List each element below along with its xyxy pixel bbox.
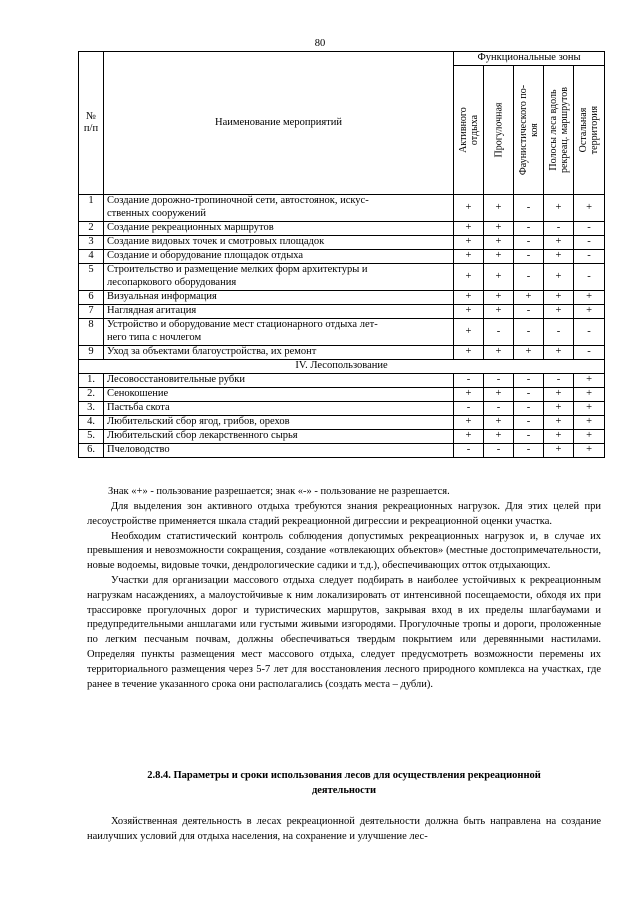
zone-mark: + xyxy=(544,236,574,250)
zone-mark: + xyxy=(454,264,484,291)
section-title: IV. Лесопользование xyxy=(79,360,605,374)
zone-mark: + xyxy=(454,305,484,319)
table-row xyxy=(79,416,605,430)
zone-mark: - xyxy=(484,402,514,416)
zone-mark: + xyxy=(454,195,484,222)
row-name: Создание видовых точек и смотровых площадок xyxy=(104,236,454,250)
zone-mark: + xyxy=(454,388,484,402)
zone-mark: + xyxy=(484,195,514,222)
zone-mark: - xyxy=(514,195,544,222)
zone-mark: + xyxy=(484,291,514,305)
zone-mark: + xyxy=(574,430,605,444)
row-number: 2 xyxy=(79,222,104,236)
paragraph: Участки для организации массового отдыха следует подбирать в наиболее устойчивых к рекреационным нагрузкам насаждениях, а малоустойчивые к ним локализировать от интенсивной посещаемости, обходя их при трассировке прогулочных дорог и туристических маршрутов, закрывая вход в их пределы шлагбаумами и предупредительными аншлагами или густыми живыми изгородями. Прогулочные тропы и дороги, проложенные по легким песчаным почвам, должны обеспечиваться твердым покрытием или деревянными настилами. Определяя пункты размещения мест массового отдыха, следует предусмотреть возможности перемены их территориального размещения через 5-7 лет для восстановления лесного природного комплекса на участках, где ранее в течение указанного срока они располагались (создать места – дубли). xyxy=(87,574,601,690)
row-number: 1. xyxy=(79,374,104,388)
zone-mark: + xyxy=(484,250,514,264)
zone-mark: + xyxy=(544,416,574,430)
zone-mark: + xyxy=(454,222,484,236)
zone-mark: - xyxy=(484,444,514,458)
zone-mark: + xyxy=(544,305,574,319)
zone-mark: - xyxy=(514,264,544,291)
table-row xyxy=(79,388,605,402)
zone-mark: - xyxy=(514,388,544,402)
zone-mark: + xyxy=(574,195,605,222)
table-row xyxy=(79,264,605,291)
zone-mark: + xyxy=(484,346,514,360)
table-row xyxy=(79,319,605,346)
zone-mark: + xyxy=(574,416,605,430)
zone-mark: + xyxy=(544,346,574,360)
row-number: 3. xyxy=(79,402,104,416)
row-number: 8 xyxy=(79,319,104,346)
zone-mark: - xyxy=(514,444,544,458)
zone-mark: - xyxy=(514,222,544,236)
zone-mark: - xyxy=(514,430,544,444)
row-number: 1 xyxy=(79,195,104,222)
zone-mark: - xyxy=(514,416,544,430)
zone-header: Прогулочная xyxy=(484,66,514,195)
table-row xyxy=(79,291,605,305)
zone-mark: + xyxy=(544,388,574,402)
table-row xyxy=(79,430,605,444)
table-row xyxy=(79,402,605,416)
table-row xyxy=(79,250,605,264)
zone-mark: - xyxy=(514,319,544,346)
measures-table xyxy=(78,51,605,458)
zone-mark: - xyxy=(514,236,544,250)
zone-mark: + xyxy=(484,236,514,250)
zone-mark: + xyxy=(454,416,484,430)
zone-header: Остальная территория xyxy=(574,66,605,195)
table-row xyxy=(79,305,605,319)
zone-mark: + xyxy=(484,388,514,402)
row-number: 5 xyxy=(79,264,104,291)
paragraph: Хозяйственная деятельность в лесах рекреационной деятельности должна быть направлена на создание наилучших условий для отдыха населения, на сохранение и улучшение лес- xyxy=(87,816,601,842)
zone-mark: + xyxy=(484,416,514,430)
row-name: Визуальная информация xyxy=(104,291,454,305)
zone-mark: + xyxy=(544,195,574,222)
row-name: Создание и оборудование площадок отдыха xyxy=(104,250,454,264)
col-num-header: № п/п xyxy=(79,52,104,195)
final-text xyxy=(87,815,601,845)
row-name: Сенокошение xyxy=(104,388,454,402)
zone-mark: + xyxy=(574,305,605,319)
zone-mark: + xyxy=(574,402,605,416)
zone-mark: + xyxy=(454,430,484,444)
zone-mark: + xyxy=(484,305,514,319)
row-name: Наглядная агитация xyxy=(104,305,454,319)
zone-mark: + xyxy=(514,291,544,305)
zone-mark: - xyxy=(514,402,544,416)
row-number: 6. xyxy=(79,444,104,458)
zone-mark: + xyxy=(574,388,605,402)
zone-mark: - xyxy=(574,222,605,236)
zone-mark: + xyxy=(514,346,544,360)
zone-mark: - xyxy=(454,402,484,416)
row-name: Пчеловодство xyxy=(104,444,454,458)
zone-header: Фаунистического по- коя xyxy=(514,66,544,195)
table-row xyxy=(79,222,605,236)
zone-mark: - xyxy=(574,319,605,346)
zone-mark: + xyxy=(484,430,514,444)
zone-mark: - xyxy=(574,250,605,264)
table-row xyxy=(79,444,605,458)
legend: Знак «+» - пользование разрешается; знак «-» - пользование не разрешается. xyxy=(108,486,450,497)
zones-header: Функциональные зоны xyxy=(454,52,605,66)
col-name-header: Наименование мероприятий xyxy=(104,52,454,195)
row-number: 4 xyxy=(79,250,104,264)
row-name: Любительский сбор лекарственного сырья xyxy=(104,430,454,444)
zone-mark: - xyxy=(484,319,514,346)
zone-header: Полосы леса вдоль рекреац. маршрутов xyxy=(544,66,574,195)
zone-header: Активного отдыха xyxy=(454,66,484,195)
zone-mark: + xyxy=(454,291,484,305)
zone-mark: + xyxy=(484,222,514,236)
table-row xyxy=(79,236,605,250)
zone-mark: + xyxy=(544,402,574,416)
zone-mark: + xyxy=(454,236,484,250)
zone-mark: + xyxy=(574,374,605,388)
zone-mark: + xyxy=(544,264,574,291)
zone-mark: - xyxy=(574,264,605,291)
row-name: Пастьба скота xyxy=(104,402,454,416)
zone-mark: + xyxy=(574,291,605,305)
zone-mark: + xyxy=(454,346,484,360)
row-number: 5. xyxy=(79,430,104,444)
row-number: 6 xyxy=(79,291,104,305)
table-row xyxy=(79,195,605,222)
row-name: Уход за объектами благоустройства, их ремонт xyxy=(104,346,454,360)
zone-mark: - xyxy=(514,250,544,264)
body-text xyxy=(87,500,601,692)
zone-mark: + xyxy=(544,444,574,458)
zone-mark: - xyxy=(454,374,484,388)
paragraph: Необходим статистический контроль соблюдения допустимых рекреационных нагрузок и, в случае их превышения и невозможности сокращения, создание «отвлекающих объектов» (местные достопримечательности, новые водоемы, видовые точки, дендрологические садики и т.д.), обеспечивающих отток отдыхающих. xyxy=(87,530,601,572)
row-number: 3 xyxy=(79,236,104,250)
paragraph: Для выделения зон активного отдыха требуются знания рекреационных нагрузок. Для этих целей при лесоустройстве применяется шкала стадий рекреационной дигрессии и рекреационной оценки участка. xyxy=(87,501,601,527)
row-name: Лесовосстановительные рубки xyxy=(104,374,454,388)
table-row xyxy=(79,374,605,388)
zone-mark: - xyxy=(544,222,574,236)
zone-mark: - xyxy=(514,374,544,388)
zone-mark: + xyxy=(544,291,574,305)
section-heading: 2.8.4. Параметры и сроки использования лесов для осуществления рекреационной деятельности xyxy=(147,770,541,796)
row-number: 7 xyxy=(79,305,104,319)
row-name: Любительский сбор ягод, грибов, орехов xyxy=(104,416,454,430)
zone-mark: - xyxy=(574,236,605,250)
zone-mark: - xyxy=(514,305,544,319)
row-name: Создание дорожно-тропиночной сети, автостоянок, искус- ственных сооружений xyxy=(104,195,454,222)
row-number: 4. xyxy=(79,416,104,430)
row-name: Устройство и оборудование мест стационарного отдыха лет- него типа с ночлегом xyxy=(104,319,454,346)
zone-mark: - xyxy=(544,374,574,388)
row-name: Создание рекреационных маршрутов xyxy=(104,222,454,236)
row-number: 9 xyxy=(79,346,104,360)
zone-mark: + xyxy=(544,250,574,264)
zone-mark: - xyxy=(454,444,484,458)
zone-mark: + xyxy=(574,444,605,458)
row-name: Строительство и размещение мелких форм архитектуры и лесопаркового оборудования xyxy=(104,264,454,291)
zone-mark: + xyxy=(454,319,484,346)
zone-mark: + xyxy=(544,430,574,444)
zone-mark: + xyxy=(484,264,514,291)
zone-mark: - xyxy=(484,374,514,388)
table-row xyxy=(79,346,605,360)
page-number: 80 xyxy=(314,38,326,49)
row-number: 2. xyxy=(79,388,104,402)
zone-mark: - xyxy=(544,319,574,346)
zone-mark: - xyxy=(574,346,605,360)
zone-mark: + xyxy=(454,250,484,264)
